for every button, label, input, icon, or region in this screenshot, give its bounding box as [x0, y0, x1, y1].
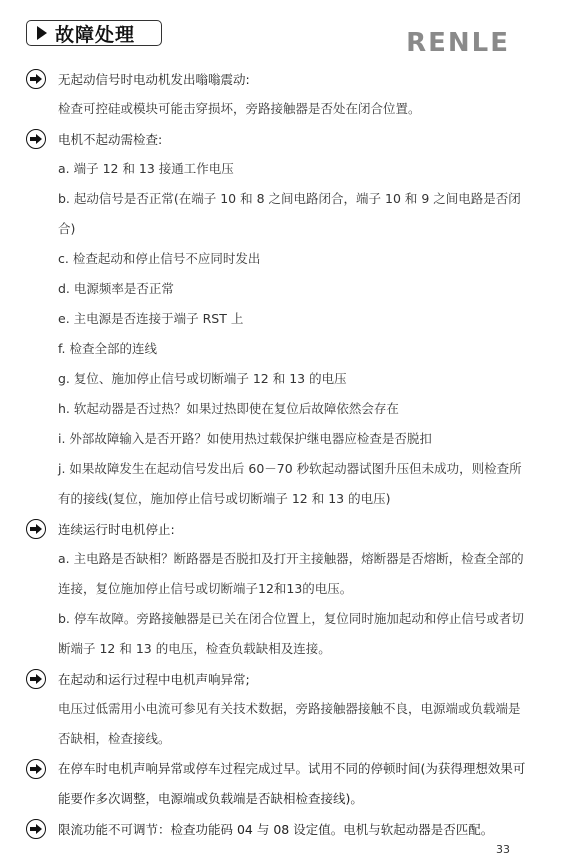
fault-detail: 检查可控硅或模块可能击穿损坏，旁路接触器是否处在闭合位置。	[58, 101, 421, 116]
fault-heading-row	[26, 754, 526, 814]
fault-heading-row	[26, 124, 526, 154]
fault-item	[26, 664, 526, 754]
arrow-circle-icon	[26, 129, 46, 149]
check-item: f. 检查全部的连线	[58, 341, 157, 356]
fault-heading-row	[26, 664, 526, 694]
page-title: 故障处理	[55, 23, 136, 46]
check-item: e. 主电源是否连接于端子 RST 上	[58, 311, 244, 326]
arrow-circle-icon	[26, 669, 46, 689]
fault-item	[26, 814, 526, 844]
fault-heading-row	[26, 514, 526, 544]
page-number: 33	[496, 843, 510, 856]
fault-heading: 电机不起动需检查:	[58, 132, 163, 147]
fault-item	[26, 124, 526, 514]
arrow-circle-icon	[26, 819, 46, 839]
check-item: c. 检查起动和停止信号不应同时发出	[58, 251, 261, 266]
check-item: i. 外部故障输入是否开路？如使用热过载保护继电器应检查是否脱扣	[58, 431, 432, 446]
brand-logo: RENLE	[406, 28, 510, 58]
fault-heading: 连续运行时电机停止:	[58, 522, 175, 537]
check-item: b. 起动信号是否正常(在端子 10 和 8 之间电路闭合，端子 10 和 9 之间电路是否闭合)	[58, 191, 521, 236]
fault-item	[26, 514, 526, 664]
fault-item	[26, 754, 526, 814]
check-item: a. 端子 12 和 13 接通工作电压	[58, 161, 234, 176]
fault-heading: 无起动信号时电动机发出嗡嗡震动:	[58, 72, 250, 87]
fault-item	[26, 64, 526, 124]
fault-heading: 在停车时电机声响异常或停车过程完成过早。试用不同的停顿时间(为获得理想效果可能要作多次调整，电源端或负载端是否缺相检查接线)。	[58, 761, 526, 806]
arrow-circle-icon	[26, 519, 46, 539]
check-item: j. 如果故障发生在起动信号发出后 60－70 秒软起动器试图升压但未成功，则检查所有的接线(复位，施加停止信号或切断端子 12 和 13 的电压)	[58, 461, 522, 506]
fault-heading: 在起动和运行过程中电机声响异常;	[58, 672, 250, 687]
check-item: d. 电源频率是否正常	[58, 281, 174, 296]
check-item: a. 主电路是否缺相？断路器是否脱扣及打开主接触器，熔断器是否熔断，检查全部的连接，复位施加停止信号或切断端子12和13的电压。	[58, 551, 524, 596]
fault-detail: 电压过低需用小电流可参见有关技术数据，旁路接触器接触不良，电源端或负载端是否缺相，检查接线。	[58, 701, 521, 746]
section-title-box	[26, 20, 162, 46]
fault-heading-row	[26, 814, 526, 844]
check-item: b. 停车故障。旁路接触器是已关在闭合位置上，复位同时施加起动和停止信号或者切断端子 12 和 13 的电压，检查负载缺相及连接。	[58, 611, 524, 656]
check-item: g. 复位、施加停止信号或切断端子 12 和 13 的电压	[58, 371, 347, 386]
fault-heading: 限流功能不可调节：检查功能码 04 与 08 设定值。电机与软起动器是否匹配。	[58, 822, 494, 837]
troubleshooting-list	[26, 64, 526, 844]
arrow-circle-icon	[26, 69, 46, 89]
fault-heading-row	[26, 64, 526, 94]
arrow-circle-icon	[26, 759, 46, 779]
check-item: h. 软起动器是否过热？如果过热即使在复位后故障依然会存在	[58, 401, 399, 416]
triangle-right-icon	[37, 26, 47, 40]
